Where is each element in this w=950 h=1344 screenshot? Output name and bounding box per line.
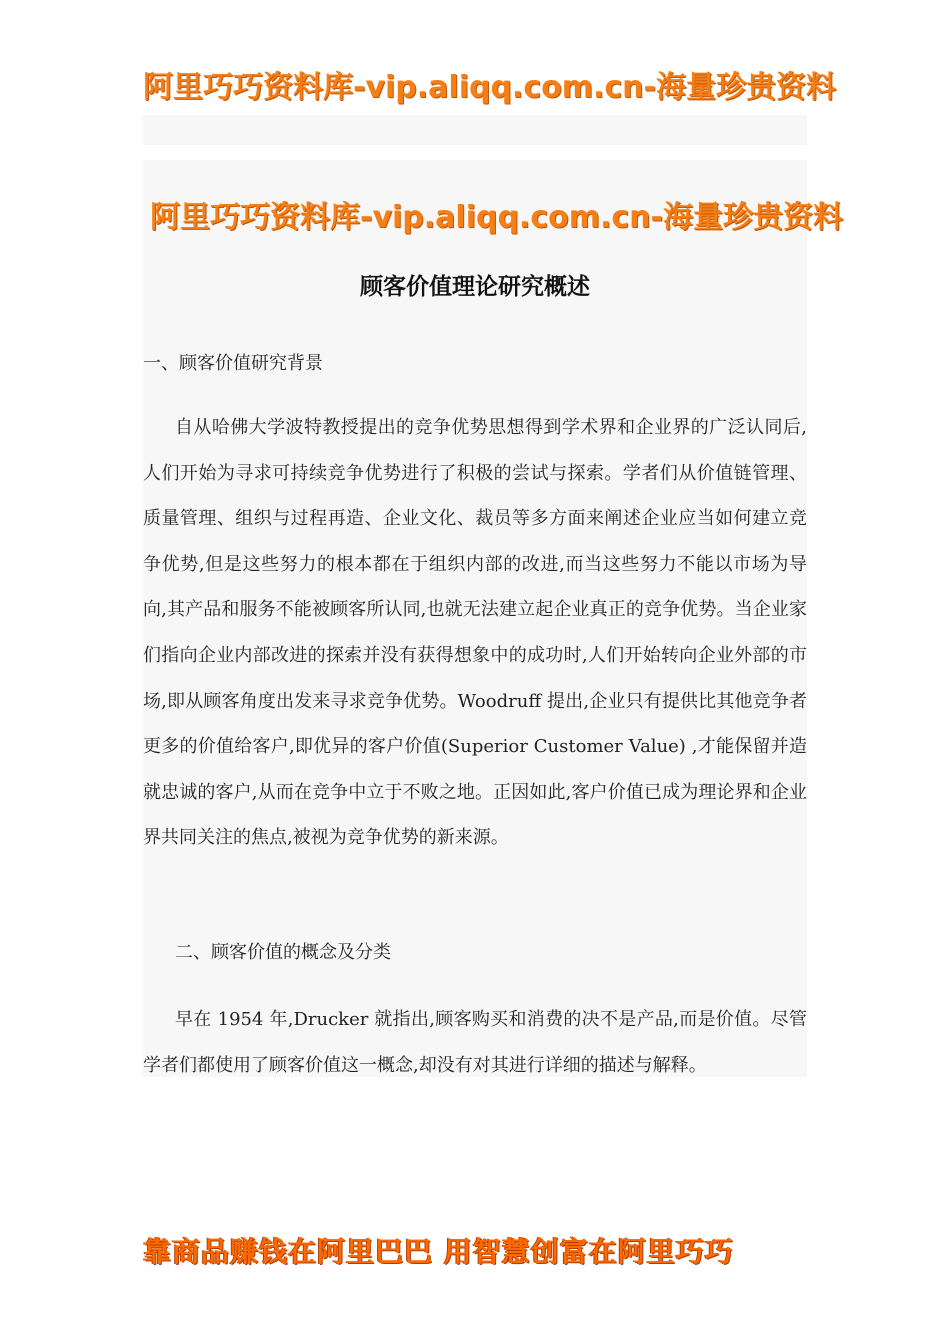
header-banner: 阿里巧巧资料库-vip.aliqq.com.cn-海量珍贵资料 [143, 70, 836, 105]
section1-paragraph: 自从哈佛大学波特教授提出的竞争优势思想得到学术界和企业界的广泛认同后,人们开始为寻求可持续竞争优势进行了积极的尝试与探索。学者们从价值链管理、质量管理、组织与过程再造、企业文化、裁员等多方面来阐述企业应当如何建立竞争优势,但是这些努力的根本都在于组织内部的改进,而当这些努力不能以市场为导向,其产品和服务不能被顾客所认同,也就无法建立起企业真正的竞争优势。当企业家们指向企业内部改进的探索并没有获得想象中的成功时,人们开始转向企业外部的市场,即从顾客角度出发来寻求竞争优势。Woodruff 提出,企业只有提供比其他竞争者更多的价值给客户,即优异的客户价值(Superior Customer Value) ,才能保留并造就忠诚的客户,从而在竞争中立于不败之地。正因如此,客户价值已成为理论界和企业界共同关注的焦点,被视为竞争优势的新来源。 [143, 417, 807, 849]
section2-heading: 二、顾客价值的概念及分类 [175, 942, 391, 963]
header-shade-band [143, 115, 807, 145]
document-banner: 阿里巧巧资料库-vip.aliqq.com.cn-海量珍贵资料 [150, 200, 843, 235]
section2-paragraph: 早在 1954 年,Drucker 就指出,顾客购买和消费的决不是产品,而是价值。尽管学者们都使用了顾客价值这一概念,却没有对其进行详细的描述与解释。 [143, 1009, 807, 1076]
document-title: 顾客价值理论研究概述 [360, 273, 590, 300]
section1-heading: 一、顾客价值研究背景 [143, 353, 323, 374]
footer-banner: 靠商品赚钱在阿里巴巴 用智慧创富在阿里巧巧 [143, 1235, 734, 1268]
